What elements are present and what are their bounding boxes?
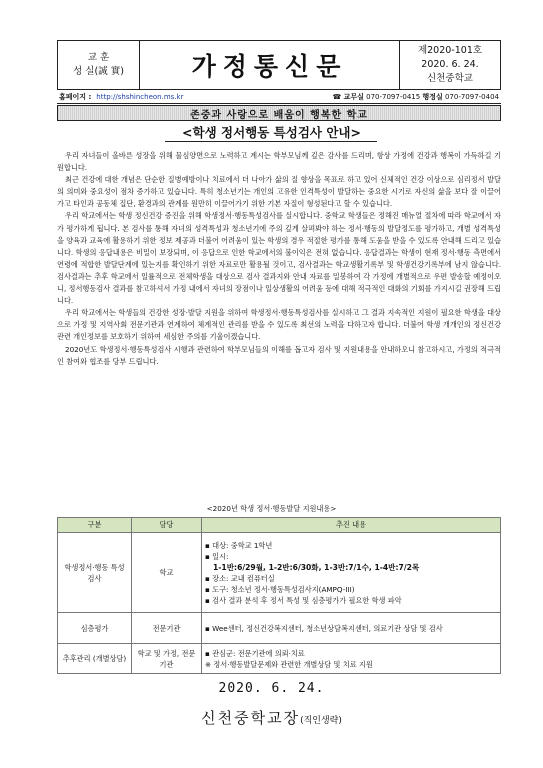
signer-name: 신천중학교장 — [201, 709, 301, 727]
contact-line — [57, 91, 501, 104]
newsletter-title: 가정통신문 — [191, 52, 348, 81]
doc-date: 2020. 6. 24. — [421, 59, 479, 70]
school-name: 신천중학교 — [427, 73, 473, 84]
homepage-link[interactable]: http://shshincheon.ms.kr — [96, 93, 184, 101]
row-owner: 학교 및 가정, 전문기관 — [132, 644, 202, 674]
seal-note: (직인생략) — [300, 716, 342, 726]
signature-line — [0, 707, 543, 728]
notice-title: <학생 정서행동 특성검사 안내> — [182, 125, 361, 140]
paragraph: 우리 자녀들이 올바른 성장을 위해 물심양면으로 노력하고 계시는 학부모님께 깊은 감사를 드리며, 항상 가정에 건강과 행복이 가득하길 기원합니다. — [57, 151, 501, 173]
paragraph: 2020년도 학생정서·행동특성검사 시행과 관련하여 학부모님들의 이해를 돕고자 검사 및 지원내용을 안내하오니 참고하시고, 가정의 적극적인 참여와 협조를 당부 드립니다. — [57, 344, 501, 366]
motto-box — [58, 41, 140, 89]
tel-admin: 070-7097-0404 — [444, 93, 499, 101]
doc-number: 제2020-101호 — [417, 45, 483, 56]
content-item: ▪ 도구: 청소년 정서·행동특성검사지(AMPQ-III) — [205, 584, 355, 594]
row-category: 학생정서·행동 특성검사 — [58, 533, 132, 613]
content-item: ▪ Wee센터, 정신건강복지센터, 청소년상담복지센터, 의료기관 상담 및 검사 — [205, 623, 443, 633]
tel-label-admin: 행정실 — [422, 93, 443, 101]
table-row — [58, 613, 501, 644]
content-item: ▪ 검사 결과 분석 후 정서 특성 및 심층평가가 필요한 학생 파악 — [205, 595, 402, 605]
row-owner: 전문기관 — [132, 613, 202, 644]
row-category: 추후관리 (개별상담) — [58, 644, 132, 674]
issue-date: 2020. 6. 24. — [218, 681, 325, 696]
content-item: ※ 정서·행동발달문제와 관련한 개별상담 및 치료 지원 — [205, 659, 373, 669]
row-content — [202, 644, 501, 674]
header-owner: 담당 — [132, 518, 202, 533]
header-content: 추진 내용 — [202, 518, 501, 533]
schedule-item: 1-1반:6/29월, 1-2반:6/30화, 1-3반:7/1수, 1-4반:7/2목 — [213, 562, 420, 572]
table-row — [58, 533, 501, 613]
paragraph: 최근 건강에 대한 개념은 단순한 질병예방이나 치료에서 더 나아가 삶의 질 향상을 목표로 하고 있어 신체적인 건강 이상으로 심리정서 발달의 의미와 중요성이 점차 증가하고 있습니다. 특히 청소년기는 개인의 고유한 인격특성이 발달하는 중요한 시기로 자신의 삶을 보다 잘 이끌어가고 타인과 공동체 집단, 환경과의 관계를 원만히 이끌어가기 위한 기본 자질이 형성된다고 할 수 있습니다. — [57, 175, 501, 209]
homepage-label: 홈페이지 : — [59, 93, 92, 101]
row-content — [202, 613, 501, 644]
table-header-row — [58, 518, 501, 533]
header-category: 구분 — [58, 518, 132, 533]
content-item: ▪ 일시: — [205, 551, 229, 561]
row-category: 심층평가 — [58, 613, 132, 644]
table-row — [58, 644, 501, 674]
school-slogan: 존중과 사랑으로 배움이 행복한 학교 — [57, 105, 501, 121]
motto-label: 교 훈 — [87, 52, 110, 63]
content-item: ▪ 관심군: 전문기관에 의뢰·치료 — [205, 648, 305, 658]
title-underline — [165, 141, 377, 142]
tel-office: 070-7097-0415 — [366, 93, 421, 101]
row-owner: 학교 — [132, 533, 202, 613]
content-item: ▪ 대상: 중학교 1학년 — [205, 540, 273, 550]
paragraph: 우리 학교에서는 학생 정신건강 증진을 위해 학생정서·행동특성검사를 실시합니다. 중학교 학생들은 정해진 매뉴얼 절차에 따라 학교에서 자가 평가하게 됩니다. 본 검사를 통해 자녀의 성격특성과 청소년기에 주의 깊게 살펴봐야 하는 정서·행동의 발달정도를 평가하고, 개별 성격특성을 양육과 교육에 활용하기 위한 정보 제공과 더불어 어려움이 있는 학생의 경우 적절한 평가를 통해 도움을 받을 수 있도록 안내해 드리고 있습니다. 학생의 응답내용은 비밀이 보장되며, 이 응답으로 인한 학교에서의 불이익은 전혀 없습니다. 응답결과는 학생이 현재 정서·행동 측면에서 연령에 적합한 발달단계에 있는지를 확인하기 위한 자료로만 활용될 것이고, 검사결과는 학교생활기록부 및 학생건강기록부에 남지 않습니다. 검사결과는 추후 학교에서 일률적으로 전체학생을 대상으로 검사 결과지와 안내 자료를 밀봉하여 각 가정에 개별적으로 우편 발송할 예정이오니, 정서행동검사 결과를 참고하셔서 가정 내에서 자녀의 장점이나 일상생활의 어려움 등에 대해 적극적인 대화의 기회를 가지시길 권장해 드립니다. — [57, 211, 501, 306]
content-item: ▪ 장소: 교내 컴퓨터실 — [205, 573, 275, 583]
row-content — [202, 533, 501, 613]
motto-text: 성 실(誠 實) — [73, 66, 124, 77]
notice-body — [57, 150, 501, 368]
doc-info-box — [399, 41, 500, 89]
support-table — [57, 517, 501, 674]
tel-label-office: 교무실 — [343, 93, 364, 101]
table-caption: <2020년 학생 정서·행동발달 지원내용> — [206, 504, 337, 513]
header-frame — [57, 40, 501, 90]
paragraph: 우리 학교에서는 학생들의 건강한 성장·발달 지원을 위하여 학생정서·행동특성검사를 실시하고 그 결과 지속적인 지원이 필요한 학생을 대상으로 가정 및 지역사회 전문기관과 연계하여 체계적인 관리를 받을 수 있도록 최선의 노력을 다하고자 합니다. 더불어 학생 개개인의 정신건강관련 개인정보를 보호하기 위하여 세심한 주의를 기울이겠습니다. — [57, 308, 501, 342]
phone-numbers: ☎ 교무실 070-7097-0415 행정실 070-7097-0404 — [332, 93, 499, 101]
